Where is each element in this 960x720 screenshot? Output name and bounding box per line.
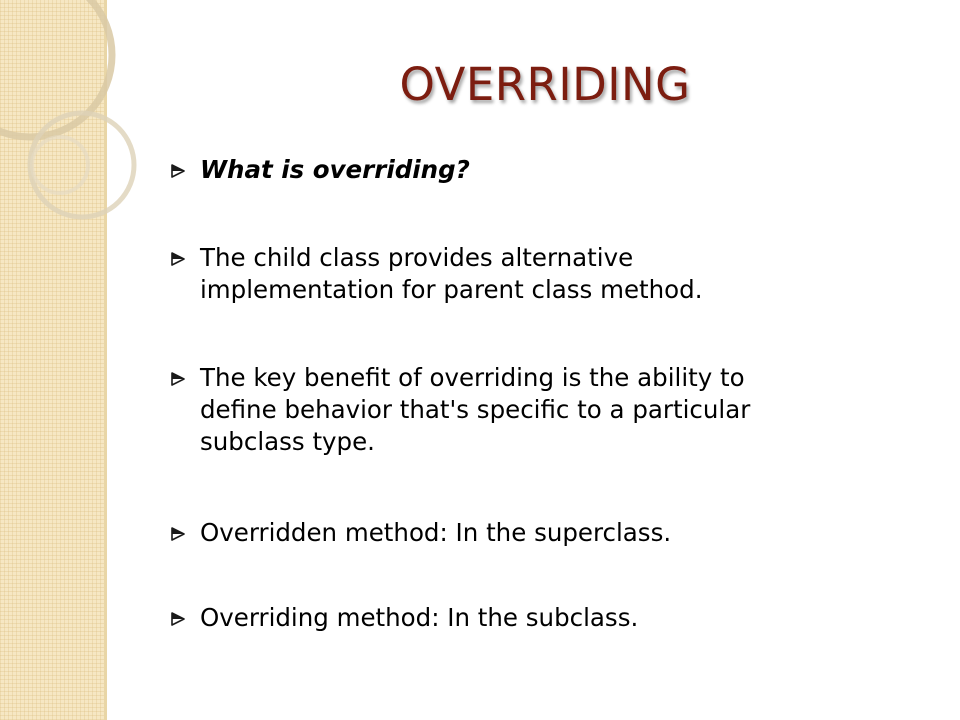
bullet-text — [200, 362, 750, 458]
bullet-text-line: subclass type. — [200, 427, 375, 456]
arrow-right-bullet-icon — [170, 242, 200, 270]
bullet-text: What is overriding? — [200, 155, 470, 184]
bullet-text: Overridden method: In the superclass. — [200, 518, 672, 547]
bullet-item — [170, 242, 703, 306]
bullet-item — [170, 602, 638, 634]
arrow-right-bullet-icon — [170, 602, 200, 630]
bullet-text-line: implementation for parent class method. — [200, 275, 703, 304]
bullet-text-line: The child class provides alternative — [200, 243, 634, 272]
bullet-text-line: define behavior that's specific to a particular — [200, 395, 751, 424]
decorative-ring-inner — [30, 113, 134, 217]
bullet-item — [170, 362, 750, 458]
decorative-ring-small — [32, 137, 88, 193]
bullet-text — [200, 242, 703, 306]
arrow-right-bullet-icon — [170, 517, 200, 545]
slide-title: OVERRIDING — [399, 58, 691, 111]
bullet-item — [170, 517, 671, 549]
bullet-text-line: The key benefit of overriding is the ability to — [200, 363, 745, 392]
bullet-item — [170, 154, 470, 186]
arrow-right-bullet-icon — [170, 154, 200, 182]
decorative-rings — [0, 0, 140, 240]
arrow-right-bullet-icon — [170, 362, 200, 390]
bullet-text: Overriding method: In the subclass. — [200, 603, 639, 632]
